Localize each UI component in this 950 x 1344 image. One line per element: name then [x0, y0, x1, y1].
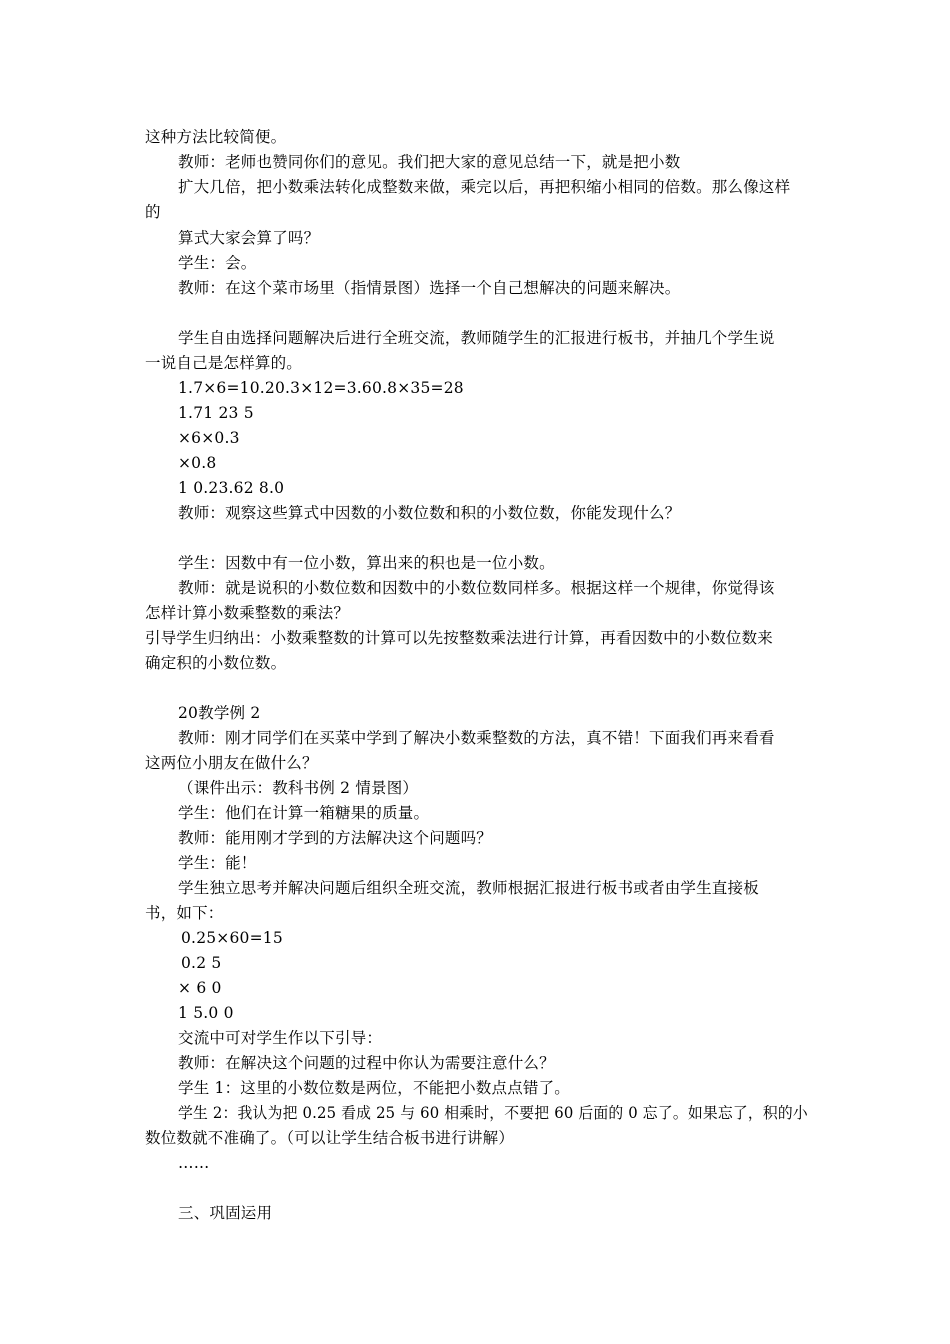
text-line: 学生：因数中有一位小数，算出来的积也是一位小数。 — [178, 554, 555, 572]
text-line: 学生自由选择问题解决后进行全班交流，教师随学生的汇报进行板书，并抽几个学生说 — [178, 329, 775, 347]
text-line: 怎样计算小数乘整数的乘法？ — [145, 604, 350, 622]
text-line: 教师：观察这些算式中因数的小数位数和积的小数位数，你能发现什么？ — [178, 504, 681, 522]
text-line: 教师：刚才同学们在买菜中学到了解决小数乘整数的方法，真不错！下面我们再来看看 — [178, 729, 775, 747]
text-line: 1 0.23.62 8.0 — [178, 479, 285, 497]
text-line: 书，如下： — [145, 904, 224, 922]
text-line: 的 — [145, 203, 161, 221]
text-line: 一说自己是怎样算的。 — [145, 354, 303, 372]
text-line: 教师：在这个菜市场里（指情景图）选择一个自己想解决的问题来解决。 — [178, 279, 681, 297]
text-line: 学生：他们在计算一箱糖果的质量。 — [178, 804, 430, 822]
text-line: 教师：在解决这个问题的过程中你认为需要注意什么？ — [178, 1054, 555, 1072]
text-line: 教师：就是说积的小数位数和因数中的小数位数同样多。根据这样一个规律，你觉得该 — [178, 579, 775, 597]
text-line: 学生独立思考并解决问题后组织全班交流，教师根据汇报进行板书或者由学生直接板 — [178, 879, 759, 897]
text-line: 0.2 5 — [181, 954, 222, 972]
section-heading: 三、巩固运用 — [178, 1204, 273, 1222]
text-line: 学生：会。 — [178, 254, 257, 272]
text-line: 交流中可对学生作以下引导： — [178, 1029, 383, 1047]
text-line: 0.25×60=15 — [181, 929, 283, 947]
text-line: 学生 2：我认为把 0.25 看成 25 与 60 相乘时，不要把 60 后面的 0 忘了。如果忘了，积的小 — [178, 1104, 808, 1122]
text-line: ×0.8 — [178, 454, 217, 472]
text-line: （课件出示：教科书例 2 情景图） — [178, 779, 419, 797]
text-line: 这两位小朋友在做什么？ — [145, 754, 318, 772]
text-line: 算式大家会算了吗？ — [178, 229, 320, 247]
text-line: 1.7×6=10.20.3×12=3.60.8×35=28 — [178, 379, 464, 397]
text-line: 1.71 23 5 — [178, 404, 254, 422]
text-line: 教师：能用刚才学到的方法解决这个问题吗？ — [178, 829, 493, 847]
text-line: 学生：能！ — [178, 854, 257, 872]
text-line: × 6 0 — [178, 979, 222, 997]
text-line: 1 5.0 0 — [178, 1004, 234, 1022]
text-line: …… — [178, 1154, 210, 1172]
text-line: 扩大几倍，把小数乘法转化成整数来做，乘完以后，再把积缩小相同的倍数。那么像这样 — [178, 178, 791, 196]
text-line: 20教学例 2 — [178, 704, 261, 722]
text-line: 教师：老师也赞同你们的意见。我们把大家的意见总结一下，就是把小数 — [178, 153, 681, 171]
text-line: 引导学生归纳出：小数乘整数的计算可以先按整数乘法进行计算，再看因数中的小数位数来 — [145, 629, 774, 647]
text-line: 确定积的小数位数。 — [145, 654, 287, 672]
text-line: 数位数就不准确了。（可以让学生结合板书进行讲解） — [145, 1129, 515, 1147]
text-line: ×6×0.3 — [178, 429, 240, 447]
text-line: 这种方法比较简便。 — [145, 128, 287, 146]
text-line: 学生 1：这里的小数位数是两位，不能把小数点点错了。 — [178, 1079, 570, 1097]
